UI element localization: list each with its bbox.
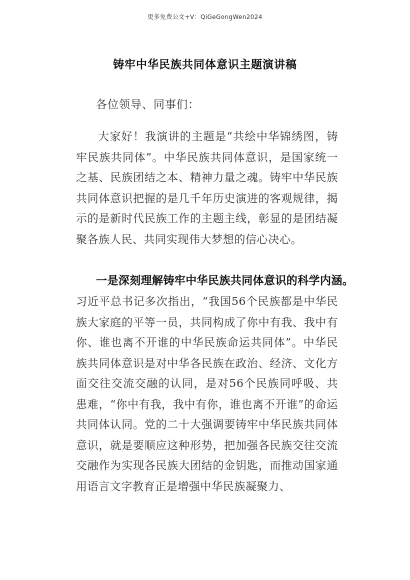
salutation: 各位领导、同事们： [96,98,200,111]
section-heading: 一是深刻理解铸牢中华民族共同体意识的科学内涵。 [96,274,354,287]
paragraph-body: 习近平总书记多次指出，“我国56个民族都是中华民族大家庭的平等一员，共同构成了你中有我、我中有你、谁也离不开谁的中华民族命运共同体”。中华民族共同体意识是对中华各民族在政治、经济、文化方面交往交流交融的认同，是对56个民族同呼吸、共患难，“你中有我，我中有你，谁也离不开谁”的命运共同体认同。党的二十大强调要铸牢中华民族共同体意识，就是要顺应这种形势，把加强各民族交往交流交融作为实现各民族大团结的金钥匙，而推动国家通用语言文字教育正是增强中华民族凝聚力、 [76,295,338,493]
header-note: 更多免费公文+V：QiGeGongWen2024 [147,14,263,21]
paragraph-intro: 大家好！我演讲的主题是“共绘中华锦绣图，铸牢民族共同体”。中华民族共同体意识，是国家统一之基、民族团结之本、精神力量之魂。铸牢中华民族共同体意识把握的是几千年历史演进的客观规律，揭示的是新时代民族工作的主题主线，彰显的是团结凝聚各族人民、共同实现伟大梦想的信心决心。 [76,130,338,246]
document-title: 铸牢中华民族共同体意识主题演讲稿 [113,58,297,71]
